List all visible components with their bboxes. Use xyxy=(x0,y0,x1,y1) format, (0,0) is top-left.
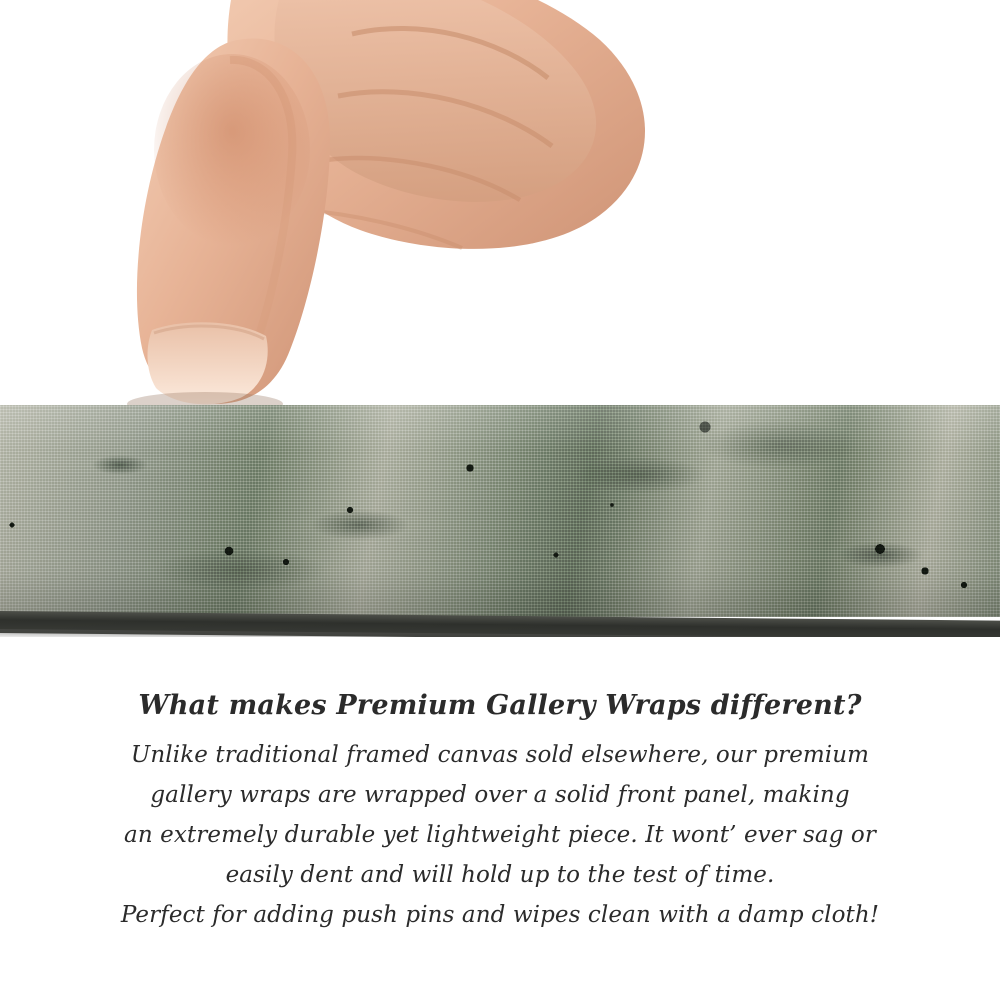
caption-line: easily dent and will hold up to the test of time. xyxy=(225,862,775,888)
caption-line: gallery wraps are wrapped over a solid front panel, making xyxy=(150,782,850,808)
hand-photo-region xyxy=(0,0,1000,410)
caption-heading: What makes Premium Gallery Wraps different? xyxy=(138,690,862,721)
canvas-lighting xyxy=(0,405,1000,617)
caption-block xyxy=(0,690,1000,935)
caption-line: an extremely durable yet lightweight piece. It wont’ ever sag or xyxy=(124,822,876,848)
caption-line: Perfect for adding push pins and wipes clean with a damp cloth! xyxy=(120,902,880,928)
caption-line: Unlike traditional framed canvas sold elsewhere, our premium xyxy=(130,742,870,768)
hand-pressing-finger xyxy=(0,0,1000,410)
finger-shading xyxy=(154,54,310,246)
gallery-wrap-edge xyxy=(0,405,1000,637)
